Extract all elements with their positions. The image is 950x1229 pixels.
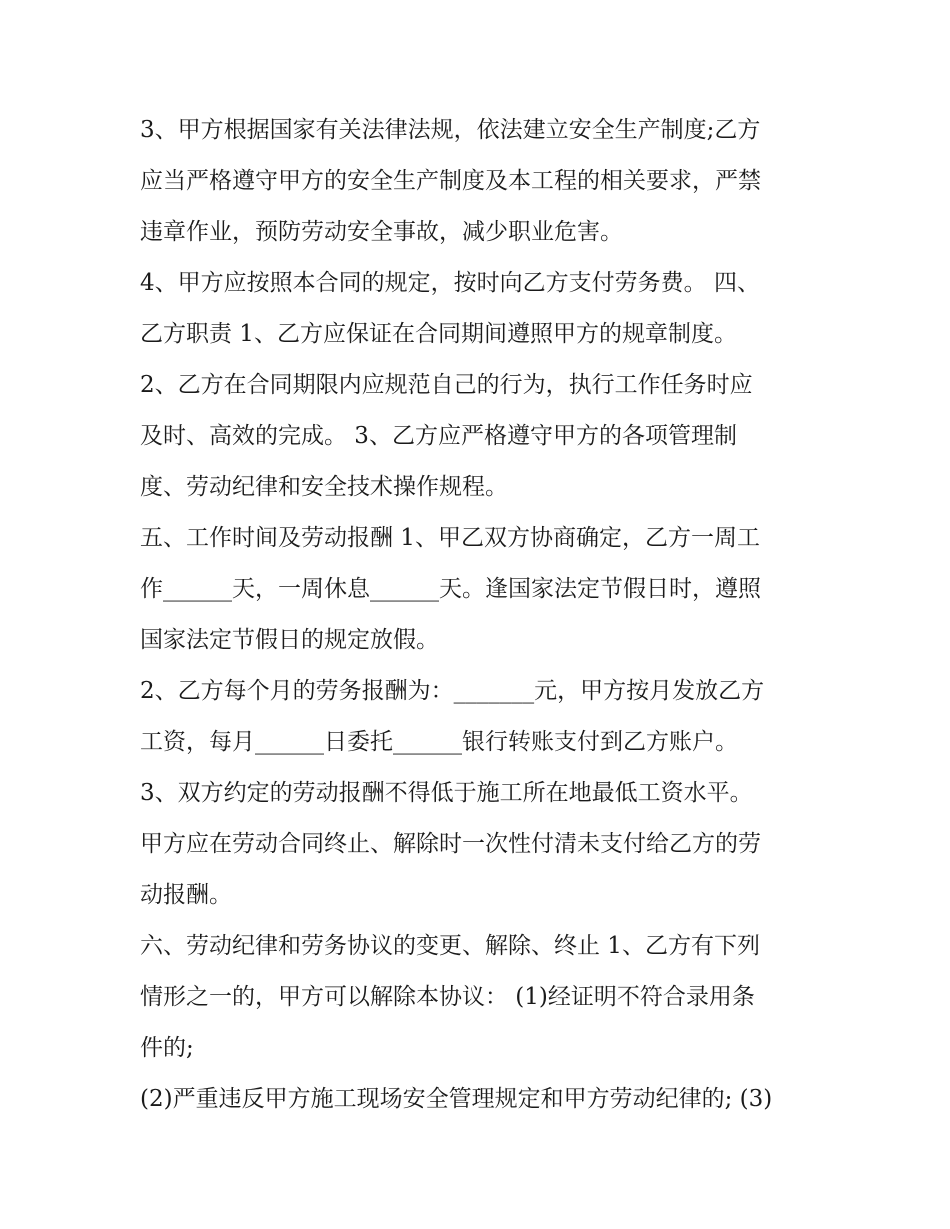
- text-line: 五、工作时间及劳动报酬 1、甲乙双方协商确定，乙方一周工: [140, 525, 760, 551]
- text-line: 3、双方约定的劳动报酬不得低于施工所在地最低工资水平。: [140, 780, 753, 806]
- paragraph-party-a-safety: [140, 105, 820, 258]
- text-line: 六、劳动纪律和劳务协议的变更、解除、终止 1、乙方有下列: [140, 933, 760, 959]
- text-line: 2、乙方每个月的劳务报酬为：_______元，甲方按月发放乙方: [140, 678, 765, 704]
- text-line: 情形之一的，甲方可以解除本协议： (1)经证明不符合录用条: [140, 984, 755, 1010]
- text-line: 违章作业，预防劳动安全事故，减少职业危害。: [140, 219, 623, 245]
- text-line: 工资，每月______日委托______银行转账支付到乙方账户。: [140, 729, 738, 755]
- paragraph-minimum-wage: [140, 768, 820, 921]
- text-line: 应当严格遵守甲方的安全生产制度及本工程的相关要求，严禁: [140, 168, 761, 194]
- text-line: 动报酬。: [140, 882, 232, 908]
- text-line: 甲方应在劳动合同终止、解除时一次性付清未支付给乙方的劳: [140, 831, 761, 857]
- text-line: (2)严重违反甲方施工现场安全管理规定和甲方劳动纪律的; (3): [140, 1086, 773, 1112]
- document-body: [140, 105, 820, 1125]
- text-line: 2、乙方在合同期限内应规范自己的行为，执行工作任务时应: [140, 372, 753, 398]
- paragraph-party-b-conduct: [140, 360, 820, 513]
- text-line: 作______天，一周休息______天。逢国家法定节假日时，遵照: [140, 576, 761, 602]
- paragraph-termination: [140, 921, 820, 1074]
- text-line: 及时、高效的完成。 3、乙方应严格遵守甲方的各项管理制: [140, 423, 737, 449]
- text-line: 国家法定节假日的规定放假。: [140, 627, 439, 653]
- paragraph-termination-conditions: [140, 1074, 820, 1125]
- text-line: 4、甲方应按照本合同的规定，按时向乙方支付劳务费。 四、: [140, 270, 760, 296]
- text-line: 乙方职责 1、乙方应保证在合同期间遵照甲方的规章制度。: [140, 321, 737, 347]
- text-line: 3、甲方根据国家有关法律法规，依法建立安全生产制度;乙方: [140, 117, 761, 143]
- text-line: 度、劳动纪律和安全技术操作规程。: [140, 474, 508, 500]
- paragraph-payment-and-party-b-duties: [140, 258, 820, 360]
- paragraph-working-hours: [140, 513, 820, 666]
- text-line: 件的;: [140, 1035, 194, 1061]
- paragraph-monthly-pay: [140, 666, 820, 768]
